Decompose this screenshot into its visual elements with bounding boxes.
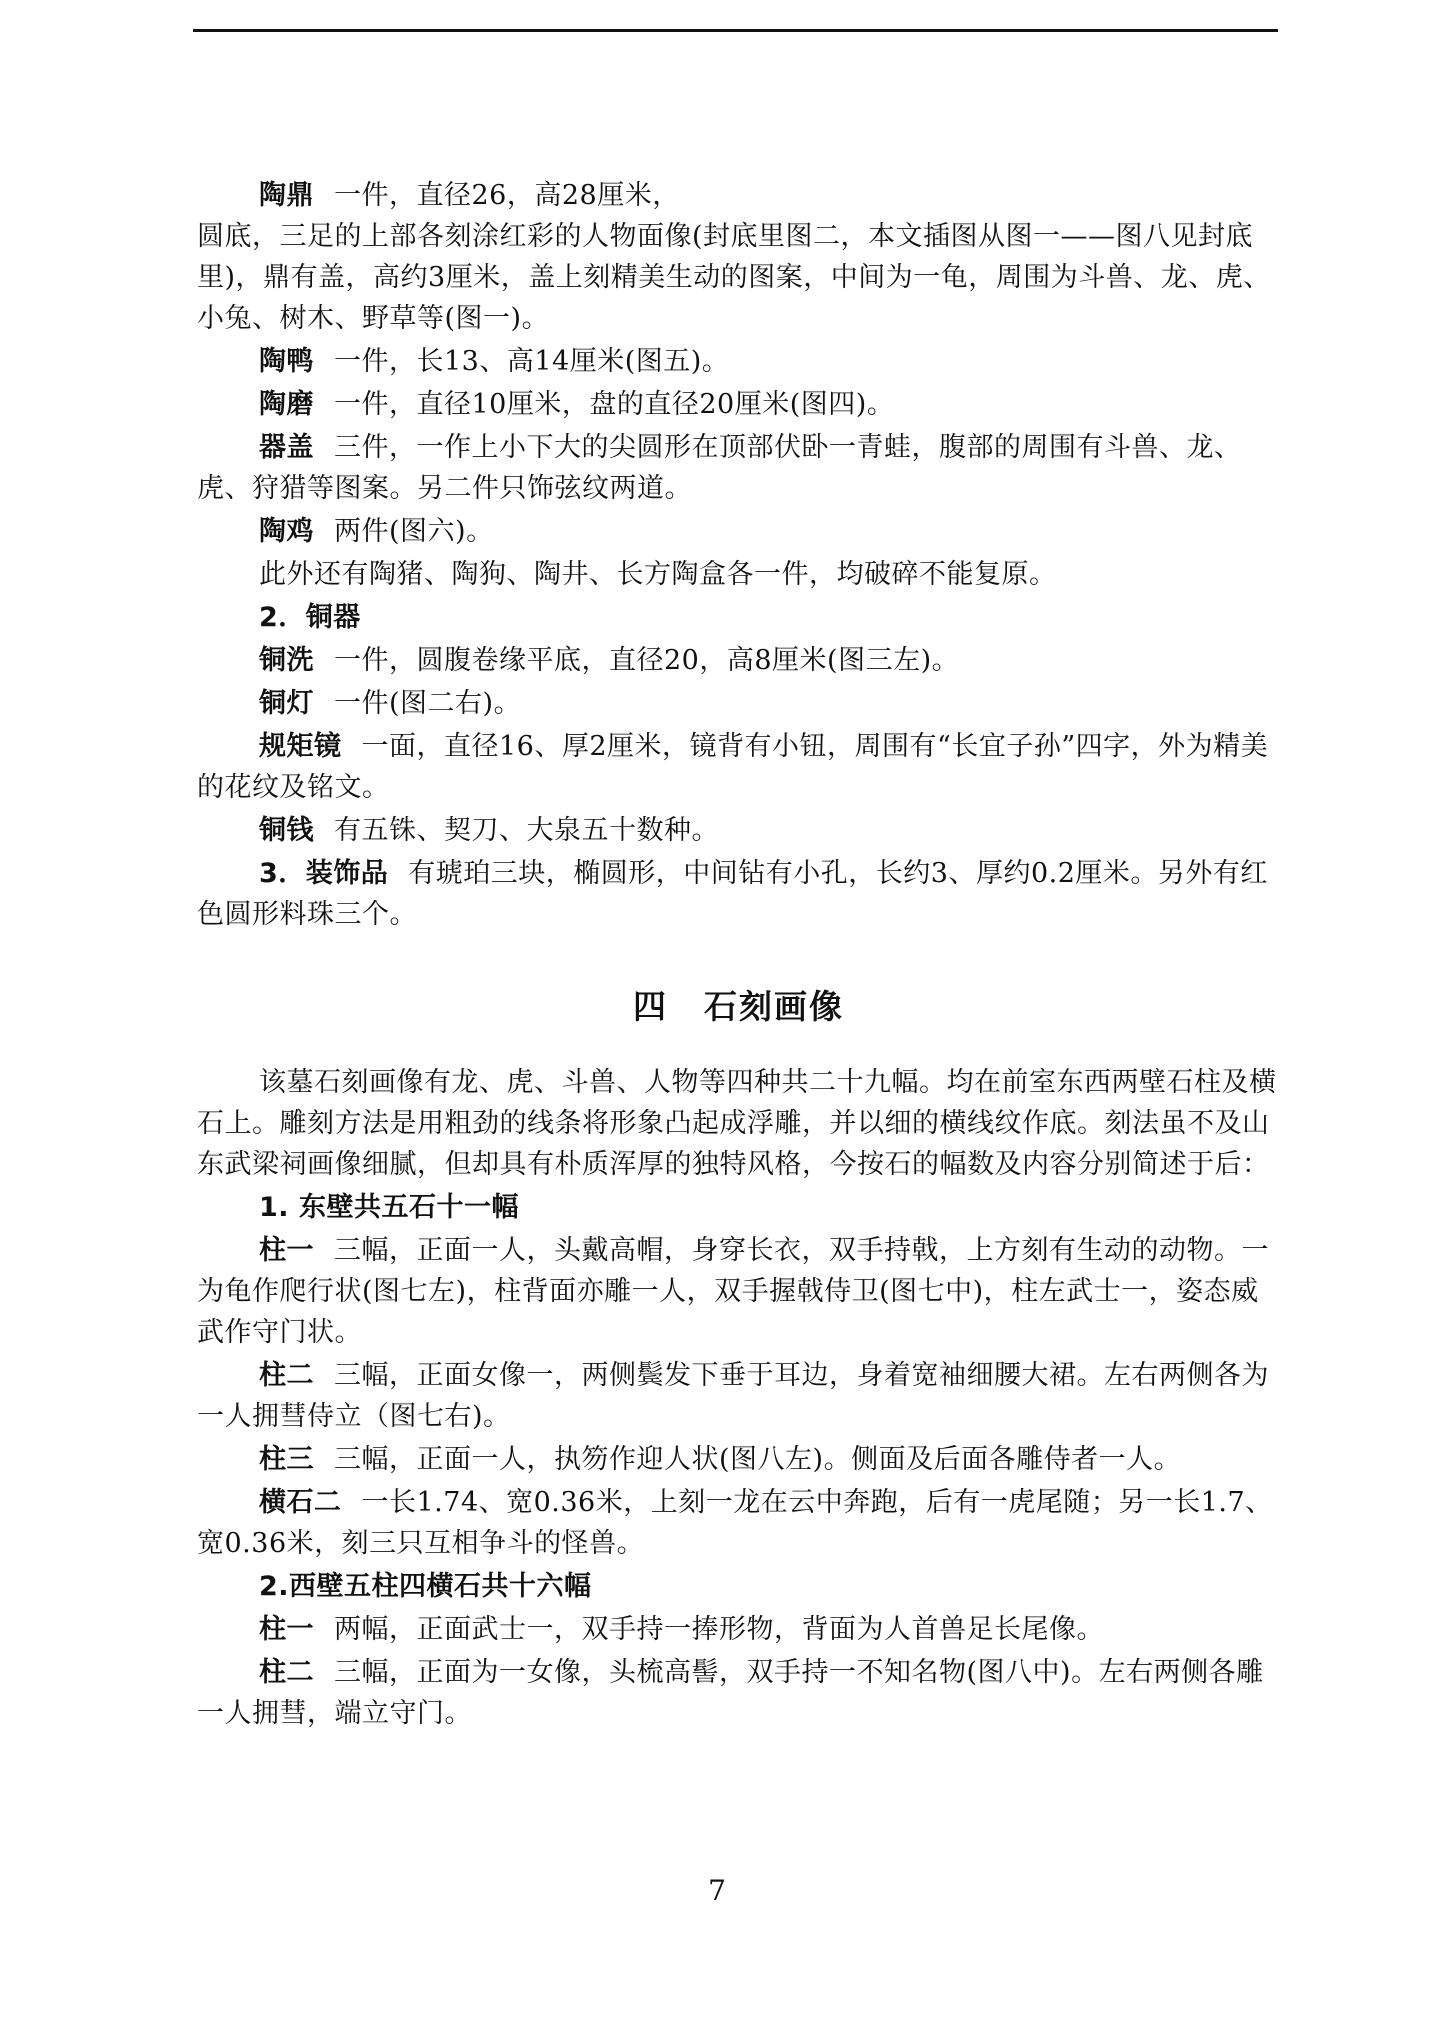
item-east-pillar-3: 柱三 三幅，正面一人，执笏作迎人状(图八左)。侧面及后面各雕侍者一人。: [259, 1444, 1182, 1475]
page-body: [197, 175, 1280, 1734]
item-tao-mo: 陶磨 一件，直径10厘米，盘的直径20厘米(图四)。: [259, 389, 895, 420]
item-east-lintel-2: 横石二 一长1.74、宽0.36米，上刻一龙在云中奔跑，后有一虎尾随；另一长1.7、宽0.36米，刻三只互相争斗的怪兽。: [197, 1487, 1273, 1559]
item-tong-deng: 铜灯 一件(图二右)。: [259, 688, 522, 719]
subsection-west-wall: 2.西壁五柱四横石共十六幅: [259, 1571, 592, 1602]
header-rule: [193, 29, 1278, 32]
item-tao-ding: 陶鼎 一件，直径26，高28厘米，: [259, 180, 680, 211]
item-gui-ju-jing: 规矩镜 一面，直径16、厚2厘米，镜背有小钮，周围有“长宜子孙”四字，外为精美的花纹及铭文。: [197, 731, 1269, 803]
item-tao-ya: 陶鸭 一件，长13、高14厘米(图五)。: [259, 346, 730, 377]
section-heading: 四 石刻画像: [633, 987, 844, 1026]
item-west-pillar-2: 柱二 三幅，正面为一女像，头梳高髻，双手持一不知名物(图八中)。左右两侧各雕一人拥彗，端立守门。: [197, 1657, 1264, 1729]
subsection-ornaments: 3．装饰品 有琥珀三块，椭圆形，中间钻有小孔，长约3、厚约0.2厘米。另外有红色圆形料珠三个。: [197, 858, 1268, 930]
item-east-pillar-1: 柱一 三幅，正面一人，头戴高帽，身穿长衣，双手持戟，上方刻有生动的动物。一为龟作爬行状(图七左)，柱背面亦雕一人，双手握戟侍卫(图七中)，柱左武士一，姿态威武作守门状。: [197, 1235, 1269, 1348]
item-tao-ding-continued: 圆底，三足的上部各刻涂红彩的人物面像(封底里图二，本文插图从图一——图八见封底里)，鼎有盖，高约3厘米，盖上刻精美生动的图案，中间为一龟，周围为斗兽、龙、虎、小兔、树木、野草等(图一)。: [197, 221, 1271, 334]
item-other-pottery: 此外还有陶猪、陶狗、陶井、长方陶盒各一件，均破碎不能复原。: [259, 559, 1057, 590]
item-tong-xi: 铜洗 一件，圆腹卷缘平底，直径20，高8厘米(图三左)。: [259, 645, 960, 676]
item-west-pillar-1: 柱一 两幅，正面武士一，双手持一捧形物，背面为人首兽足长尾像。: [259, 1614, 1104, 1645]
section-intro: 该墓石刻画像有龙、虎、斗兽、人物等四种共二十九幅。均在前室东西两壁石柱及横石上。雕刻方法是用粗劲的线条将形象凸起成浮雕，并以细的横线纹作底。刻法虽不及山东武梁祠画像细腻，但却具有朴质浑厚的独特风格，今按石的幅数及内容分别简述于后：: [197, 1067, 1277, 1180]
item-east-pillar-2: 柱二 三幅，正面女像一，两侧鬓发下垂于耳边，身着宽袖细腰大裙。左右两侧各为一人拥彗侍立（图七右)。: [197, 1360, 1269, 1432]
item-qi-gai: 器盖 三件，一作上小下大的尖圆形在顶部伏卧一青蛙，腹部的周围有斗兽、龙、虎、狩猎等图案。另二件只饰弦纹两道。: [197, 432, 1242, 504]
page-number: 7: [708, 1874, 726, 1907]
item-tao-ji: 陶鸡 两件(图六)。: [259, 516, 494, 547]
item-tong-qian: 铜钱 有五铢、契刀、大泉五十数种。: [259, 815, 719, 846]
subsection-bronze: 2．铜器: [259, 602, 361, 633]
subsection-east-wall: 1. 东壁共五石十一幅: [259, 1192, 519, 1223]
